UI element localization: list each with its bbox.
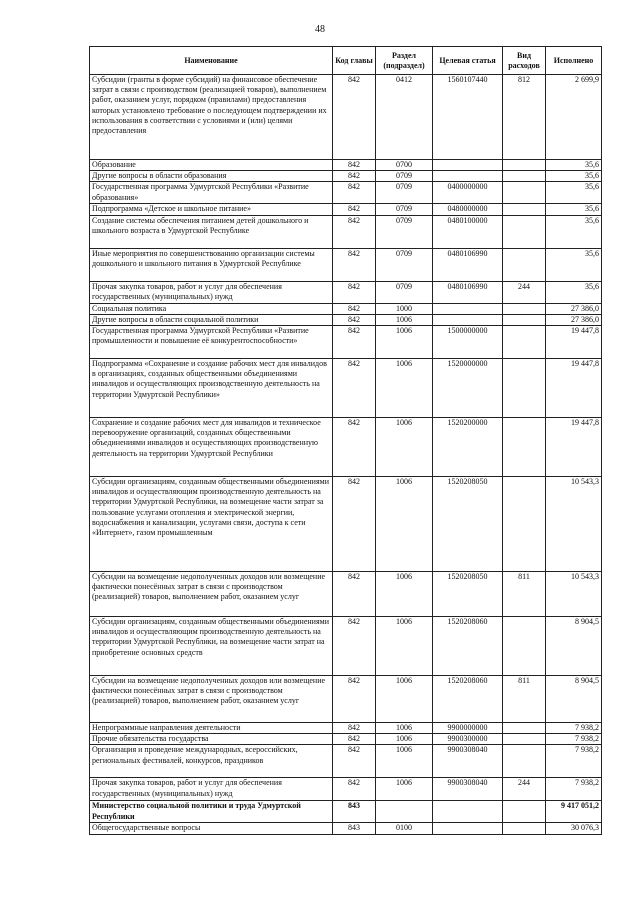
cell-section [376,801,433,823]
cell-kind [503,801,546,823]
cell-name: Сохранение и создание рабочих мест для инвалидов и техническое перевооружение организаций, созданных общественными объединениями инвалидов и осуществляющих производственную деятельность на территории Удмуртской Республики [90,418,333,477]
cell-code: 842 [333,745,376,778]
cell-executed: 7 938,2 [546,734,602,745]
cell-executed: 10 543,3 [546,477,602,572]
table-row [90,745,602,778]
table-row [90,75,602,160]
cell-name: Государственная программа Удмуртской Республики «Развитие образования» [90,182,333,204]
cell-code: 842 [333,160,376,171]
cell-article: 0480100000 [433,215,503,248]
cell-name: Образование [90,160,333,171]
cell-code: 842 [333,171,376,182]
cell-code: 842 [333,617,376,676]
table-row [90,801,602,823]
cell-executed: 35,6 [546,281,602,303]
cell-article: 1520208060 [433,617,503,676]
cell-executed: 35,6 [546,204,602,215]
cell-executed: 2 699,9 [546,75,602,160]
cell-name: Субсидии организациям, созданным общественными объединениями инвалидов и осуществляющим производственную деятельность на территории Удмуртской Республики, на возмещение части затрат за пользование услугами отопления и электрической энергии, водоснабжения и канализации, услугами связи, доступа к сети «Интернет», газом промышленным [90,477,333,572]
cell-code: 842 [333,572,376,617]
cell-article: 9900300000 [433,734,503,745]
cell-section: 0709 [376,182,433,204]
table-row [90,281,602,303]
cell-kind [503,723,546,734]
cell-name: Прочие обязательства государства [90,734,333,745]
cell-code: 842 [333,734,376,745]
cell-name: Подпрограмма «Сохранение и создание рабочих мест для инвалидов в организациях, созданных общественными объединениями инвалидов и осуществляющих производственную деятельность на территории Удмуртской Республики» [90,359,333,418]
table-row [90,314,602,325]
cell-section: 1006 [376,326,433,359]
cell-kind [503,359,546,418]
cell-code: 842 [333,778,376,801]
cell-section: 1006 [376,418,433,477]
table-row [90,248,602,281]
cell-article: 1520208050 [433,572,503,617]
cell-executed: 8 904,5 [546,617,602,676]
cell-section: 1006 [376,359,433,418]
cell-article: 9900308040 [433,745,503,778]
cell-article: 1560107440 [433,75,503,160]
cell-section: 0412 [376,75,433,160]
cell-article: 1520208050 [433,477,503,572]
cell-article: 1500000000 [433,326,503,359]
cell-name: Субсидии (гранты в форме субсидий) на финансовое обеспечение затрат в связи с производством (реализацией товаров), выполнением работ, оказанием услуг, порядком (правилами) предоставления которых установлено требование о последующем подтверждении их использования в соответствии с условиями и (или) целями предоставления [90,75,333,160]
table-row [90,823,602,834]
cell-executed: 9 417 051,2 [546,801,602,823]
cell-section: 1006 [376,734,433,745]
cell-code: 842 [333,182,376,204]
cell-code: 842 [333,215,376,248]
cell-kind [503,303,546,314]
table-row [90,676,602,723]
cell-article [433,823,503,834]
cell-code: 842 [333,314,376,325]
header-section: Раздел (подраздел) [376,47,433,75]
table-row [90,204,602,215]
cell-code: 842 [333,248,376,281]
cell-executed: 19 447,8 [546,418,602,477]
cell-code: 842 [333,281,376,303]
cell-section: 0709 [376,171,433,182]
cell-executed: 35,6 [546,160,602,171]
cell-kind: 811 [503,676,546,723]
cell-kind [503,160,546,171]
cell-executed: 30 076,3 [546,823,602,834]
header-article: Целевая статья [433,47,503,75]
cell-code: 843 [333,801,376,823]
cell-executed: 19 447,8 [546,359,602,418]
cell-section: 1006 [376,676,433,723]
table-header-row [90,47,602,75]
table-row [90,572,602,617]
cell-name: Общегосударственные вопросы [90,823,333,834]
cell-kind [503,204,546,215]
cell-code: 842 [333,303,376,314]
cell-article: 1520208060 [433,676,503,723]
cell-name: Прочая закупка товаров, работ и услуг для обеспечения государственных (муниципальных) нужд [90,778,333,801]
cell-name: Непрограммные направления деятельности [90,723,333,734]
cell-section: 1006 [376,572,433,617]
cell-article: 0480106990 [433,248,503,281]
cell-executed: 8 904,5 [546,676,602,723]
cell-kind [503,823,546,834]
cell-code: 842 [333,75,376,160]
cell-executed: 7 938,2 [546,723,602,734]
cell-name: Создание системы обеспечения питанием детей дошкольного и школьного возраста в Удмуртской Республике [90,215,333,248]
cell-name: Другие вопросы в области образования [90,171,333,182]
table-row [90,182,602,204]
cell-name: Субсидии организациям, созданным общественными объединениями инвалидов и осуществляющим производственную деятельность на территории Удмуртской Республики, на возмещение части затрат на приобретение основных средств [90,617,333,676]
table-row [90,215,602,248]
cell-kind [503,418,546,477]
cell-name: Другие вопросы в области социальной политики [90,314,333,325]
cell-section: 0709 [376,248,433,281]
cell-executed: 35,6 [546,182,602,204]
header-executed: Исполнено [546,47,602,75]
cell-name: Субсидии на возмещение недополученных доходов или возмещение фактически понесённых затрат в связи с производством (реализацией) товаров, выполнением работ, оказанием услуг [90,572,333,617]
table-row [90,734,602,745]
cell-section: 1006 [376,477,433,572]
cell-kind: 244 [503,281,546,303]
cell-section: 0709 [376,281,433,303]
cell-article: 1520200000 [433,418,503,477]
cell-article: 0480106990 [433,281,503,303]
table-row [90,778,602,801]
cell-article: 9900000000 [433,723,503,734]
cell-kind: 811 [503,572,546,617]
table-row [90,303,602,314]
cell-article [433,801,503,823]
cell-section: 1000 [376,303,433,314]
cell-kind [503,314,546,325]
cell-name: Государственная программа Удмуртской Республики «Развитие промышленности и повышение её конкурентоспособности» [90,326,333,359]
cell-kind [503,326,546,359]
cell-article [433,314,503,325]
table-row [90,171,602,182]
cell-kind: 812 [503,75,546,160]
table-row [90,617,602,676]
cell-name: Прочая закупка товаров, работ и услуг для обеспечения государственных (муниципальных) нужд [90,281,333,303]
cell-article [433,303,503,314]
cell-executed: 7 938,2 [546,778,602,801]
cell-kind [503,617,546,676]
cell-executed: 27 386,0 [546,314,602,325]
cell-name: Социальная политика [90,303,333,314]
table-row [90,477,602,572]
table-body [90,75,602,835]
cell-article: 0480000000 [433,204,503,215]
cell-code: 842 [333,326,376,359]
cell-executed: 27 386,0 [546,303,602,314]
table-row [90,359,602,418]
header-name: Наименование [90,47,333,75]
cell-article: 0400000000 [433,182,503,204]
cell-executed: 35,6 [546,248,602,281]
table-row [90,160,602,171]
cell-section: 1006 [376,745,433,778]
cell-kind: 244 [503,778,546,801]
cell-section: 1006 [376,723,433,734]
cell-name: Организация и проведение международных, всероссийских, региональных фестивалей, конкурсов, праздников [90,745,333,778]
cell-code: 843 [333,823,376,834]
cell-kind [503,215,546,248]
header-kind: Вид расходов [503,47,546,75]
cell-section: 0709 [376,215,433,248]
cell-name: Министерство социальной политики и труда Удмуртской Республики [90,801,333,823]
cell-code: 842 [333,359,376,418]
cell-section: 0709 [376,204,433,215]
cell-kind [503,477,546,572]
cell-executed: 7 938,2 [546,745,602,778]
cell-article: 9900308040 [433,778,503,801]
table-row [90,723,602,734]
cell-article [433,171,503,182]
cell-name: Подпрограмма «Детское и школьное питание» [90,204,333,215]
cell-executed: 10 543,3 [546,572,602,617]
cell-executed: 35,6 [546,215,602,248]
page-number: 48 [315,24,325,35]
budget-table [89,46,602,835]
cell-code: 842 [333,477,376,572]
cell-section: 1006 [376,778,433,801]
cell-code: 842 [333,723,376,734]
cell-kind [503,182,546,204]
cell-kind [503,248,546,281]
cell-article: 1520000000 [433,359,503,418]
cell-name: Субсидии на возмещение недополученных доходов или возмещение фактически понесённых затрат в связи с производством (реализацией) товаров, выполнением работ, оказанием услуг [90,676,333,723]
header-code: Код главы [333,47,376,75]
cell-section: 1006 [376,617,433,676]
cell-section: 0100 [376,823,433,834]
table-row [90,418,602,477]
cell-kind [503,745,546,778]
cell-kind [503,171,546,182]
cell-article [433,160,503,171]
cell-kind [503,734,546,745]
cell-code: 842 [333,418,376,477]
table-row [90,326,602,359]
cell-executed: 35,6 [546,171,602,182]
cell-code: 842 [333,204,376,215]
cell-name: Иные мероприятия по совершенствованию организации системы дошкольного и школьного питания в Удмуртской Республике [90,248,333,281]
cell-executed: 19 447,8 [546,326,602,359]
cell-code: 842 [333,676,376,723]
cell-section: 0700 [376,160,433,171]
cell-section: 1006 [376,314,433,325]
